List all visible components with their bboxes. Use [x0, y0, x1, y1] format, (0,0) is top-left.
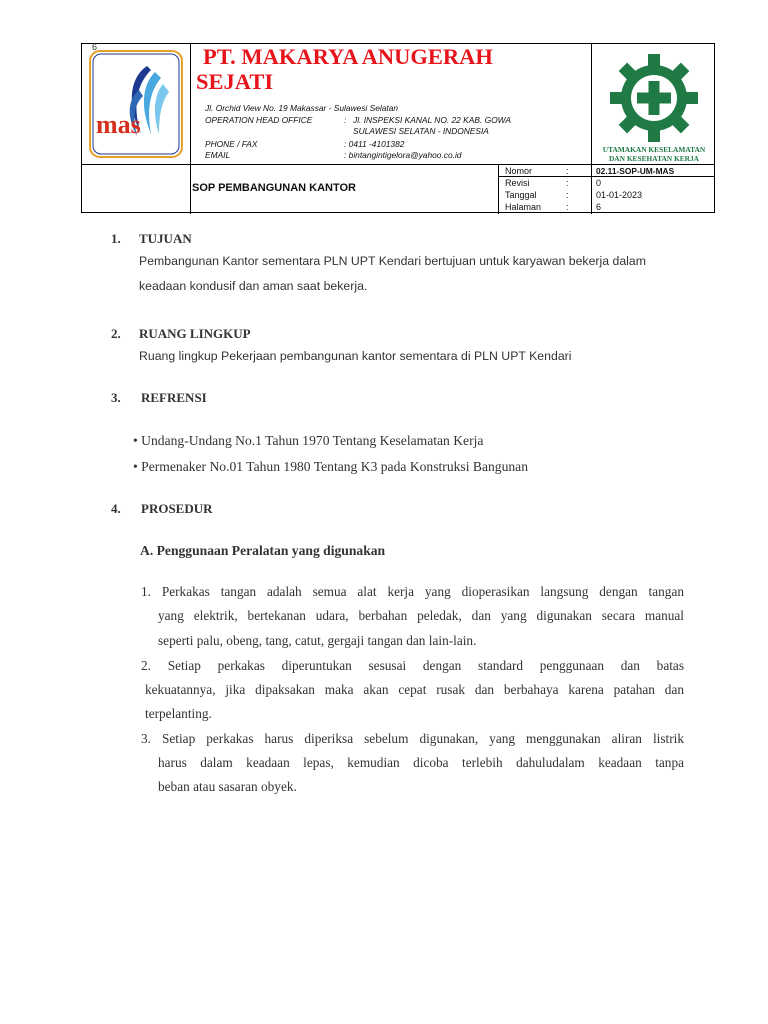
- section-1-line-2: keadaan kondusif dan aman saat bekerja.: [139, 279, 368, 293]
- meta-tanggal-sep: :: [566, 190, 569, 200]
- document-title: SOP PEMBANGUNAN KANTOR: [192, 182, 356, 194]
- phone-label: PHONE / FAX: [205, 139, 258, 149]
- procedure-2-line-2: kekuatannya, jika dipaksakan maka akan cepat rusak dan berbahaya karena patahan dan: [145, 682, 684, 697]
- logo-text: mas: [96, 110, 141, 139]
- office-value-1: Jl. INSPEKSI KANAL NO. 22 KAB. GOWA: [353, 115, 511, 125]
- procedure-3-line-3: beban atau sasaran obyek.: [158, 779, 297, 794]
- section-1-title: TUJUAN: [139, 231, 192, 246]
- phone-value: : 0411 -4101382: [344, 139, 405, 149]
- company-name-line2: SEJATI: [196, 69, 274, 94]
- header-divider-left: [190, 44, 191, 214]
- k3-caption-1: UTAMAKAN KESELAMATAN: [602, 145, 706, 154]
- company-name-line1: PT. MAKARYA ANUGERAH: [203, 44, 493, 69]
- document-header: [81, 43, 715, 213]
- office-label: OPERATION HEAD OFFICE: [205, 115, 313, 125]
- meta-tanggal-label: Tanggal: [505, 190, 537, 200]
- section-2-line-1: Ruang lingkup Pekerjaan pembangunan kantor sementara di PLN UPT Kendari: [139, 349, 572, 363]
- reference-item-1: • Undang-Undang No.1 Tahun 1970 Tentang Keselamatan Kerja: [133, 433, 484, 448]
- meta-halaman-value: 6: [596, 202, 602, 212]
- section-2-number: 2.: [111, 326, 121, 341]
- email-label: EMAIL: [205, 150, 231, 160]
- meta-nomor-value: 02.11-SOP-UM-MAS: [596, 166, 675, 176]
- meta-revisi-sep: :: [566, 178, 569, 188]
- procedure-1-line-3: seperti palu, obeng, tang, catut, gergaji tangan dan lain-lain.: [158, 633, 477, 648]
- address: Jl. Orchid View No. 19 Makassar - Sulawesi Selatan: [205, 103, 399, 113]
- procedure-3-line-1: 3. Setiap perkakas harus diperiksa sebelum digunakan, yang menggunakan aliran listrik: [141, 731, 684, 746]
- gear-cross-icon: [595, 52, 713, 142]
- meta-nomor-sep: :: [566, 166, 569, 176]
- logo-mark: 6: [92, 42, 98, 52]
- meta-row-line: [498, 176, 715, 177]
- section-4-subtitle: A. Penggunaan Peralatan yang digunakan: [140, 543, 386, 558]
- procedure-2-line-3: terpelanting.: [145, 706, 212, 721]
- bullet-icon: •: [133, 459, 138, 474]
- k3-safety-logo: [595, 52, 713, 168]
- procedure-3-line-2: harus dalam keadaan lepas, kemudian dicoba terlebih dahuludalam keadaan tanpa: [158, 755, 684, 770]
- procedure-2-line-1: 2. Setiap perkakas diperuntukan sesusai dengan standard penggunaan dan batas: [141, 658, 684, 673]
- email-value: : bintangintigelora@yahoo.co.id: [344, 150, 462, 160]
- section-3-number: 3.: [111, 390, 121, 405]
- section-1-number: 1.: [111, 231, 121, 246]
- mas-logo: [89, 42, 183, 158]
- procedure-1-line-2: yang elektrik, bertekanan udara, berbahan peledak, dan yang digunakan secara manual: [158, 608, 684, 623]
- meta-tanggal-value: 01-01-2023: [596, 190, 643, 200]
- section-3-title: REFRENSI: [141, 390, 207, 405]
- meta-halaman-label: Halaman: [505, 202, 542, 212]
- section-2-title: RUANG LINGKUP: [139, 326, 251, 341]
- section-4-number: 4.: [111, 501, 121, 516]
- meta-revisi-value: 0: [596, 178, 602, 188]
- bullet-icon: •: [133, 433, 138, 448]
- meta-halaman-sep: :: [566, 202, 569, 212]
- procedure-1-line-1: 1. Perkakas tangan adalah semua alat kerja yang dioperasikan langsung dengan tangan: [141, 584, 684, 599]
- meta-divider: [498, 164, 499, 214]
- k3-caption-2: DAN KESEHATAN KERJA: [608, 154, 700, 163]
- office-sep: :: [344, 115, 347, 125]
- meta-revisi-label: Revisi: [505, 178, 530, 188]
- header-divider-logo: [82, 164, 190, 165]
- office-value-2: SULAWESI SELATAN - INDONESIA: [353, 126, 489, 136]
- header-divider-right: [591, 44, 592, 214]
- section-1-line-1: Pembangunan Kantor sementara PLN UPT Kendari bertujuan untuk karyawan bekerja dalam: [139, 254, 646, 268]
- meta-nomor-label: Nomor: [505, 166, 533, 176]
- reference-item-2: • Permenaker No.01 Tahun 1980 Tentang K3 pada Konstruksi Bangunan: [133, 459, 529, 474]
- section-4-title: PROSEDUR: [141, 501, 213, 516]
